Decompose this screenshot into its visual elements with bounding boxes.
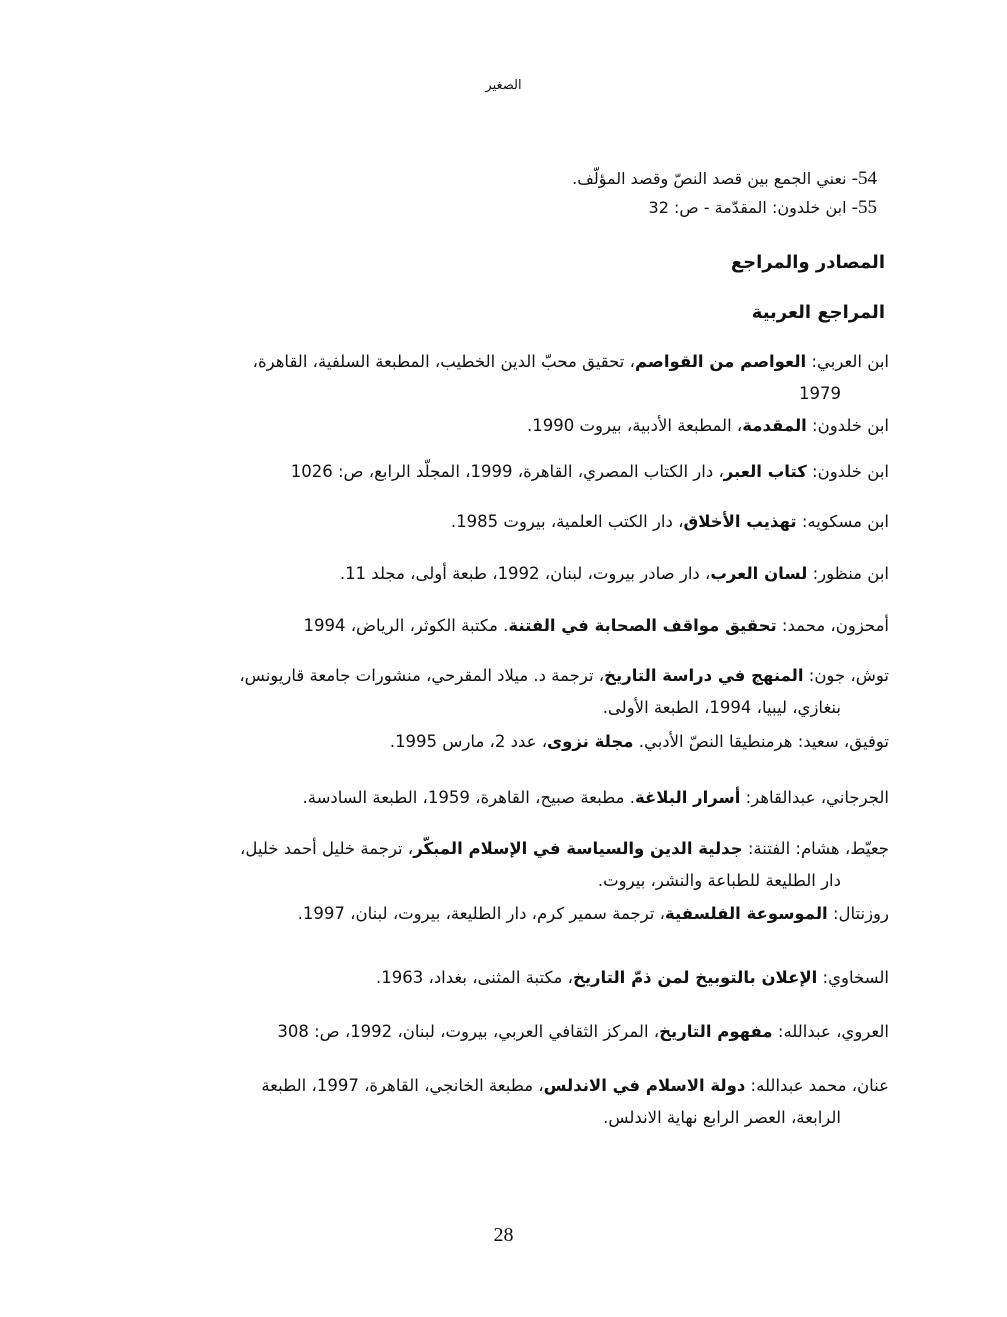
reference-entry <box>157 346 889 410</box>
reference-details: ، عدد 2، مارس 1995. <box>389 732 548 751</box>
reference-entry <box>157 660 889 724</box>
reference-author: ابن منظور: <box>807 564 889 583</box>
reference-title: المقدمة <box>742 416 807 435</box>
reference-title: مفهوم التاريخ <box>659 1022 773 1041</box>
reference-entry <box>157 610 889 642</box>
endnotes <box>257 164 877 222</box>
reference-entry <box>157 456 889 488</box>
reference-details: ، المطبعة الأدبية، بيروت 1990. <box>526 416 743 435</box>
reference-details: ، دار الكتاب المصري، القاهرة، 1999، المجلّد الرابع، ص: 1026 <box>290 462 724 481</box>
reference-author: العروي، عبدالله: <box>772 1022 889 1041</box>
reference-title: تهذيب الأخلاق <box>683 512 797 531</box>
reference-author: الجرجاني، عبدالقاهر: <box>740 788 889 807</box>
reference-continuation: دار الطليعة للطباعة والنشر، بيروت. <box>597 871 841 890</box>
reference-details: ، ترجمة خليل أحمد خليل، <box>240 839 414 858</box>
reference-author: جعيّط، هشام: الفتنة: <box>742 839 889 858</box>
reference-author: توش، جون: <box>803 666 889 685</box>
reference-details: . مكتبة الكوثر، الرياض، 1994 <box>303 616 509 635</box>
reference-entry <box>157 726 889 758</box>
reference-details: ، مكتبة المثنى، بغداد، 1963. <box>376 968 573 987</box>
sources-heading: المصادر والمراجع <box>730 252 885 273</box>
reference-entry <box>157 962 889 994</box>
reference-entry <box>157 410 889 442</box>
endnote-item: 54- نعني الجمع بين قصد النصّ وقصد المؤلّف. <box>572 168 877 189</box>
reference-title: دولة الاسلام في الاندلس <box>543 1076 746 1095</box>
running-header: الصغير <box>485 78 522 93</box>
reference-continuation: 1979 <box>799 384 841 403</box>
reference-title: تحقيق مواقف الصحابة في الفتنة <box>508 616 777 635</box>
reference-author: ابن خلدون: <box>806 462 889 481</box>
reference-entry <box>157 558 889 590</box>
reference-title: المنهج في دراسة التاريخ <box>604 666 804 685</box>
reference-title: جدلية الدين والسياسة في الإسلام المبكّر <box>413 839 743 858</box>
reference-author: توفيق، سعيد: هرمنطيقا النصّ الأدبي. <box>633 732 889 751</box>
endnote-item: 55- ابن خلدون: المقدّمة - ص: 32 <box>648 197 877 218</box>
reference-continuation: بنغازي، ليبيا، 1994، الطبعة الأولى. <box>602 698 841 717</box>
reference-author: ابن العربي: <box>806 352 889 371</box>
reference-title: الإعلان بالتوبيخ لمن ذمّ التاريخ <box>572 968 818 987</box>
reference-details: ، تحقيق محبّ الدين الخطيب، المطبعة السلفية، القاهرة، <box>252 352 635 371</box>
reference-author: عنان، محمد عبدالله: <box>745 1076 889 1095</box>
reference-continuation: الرابعة، العصر الرابع نهاية الاندلس. <box>603 1108 841 1127</box>
reference-entry <box>157 506 889 538</box>
reference-author: أمحزون، محمد: <box>776 616 889 635</box>
reference-title: لسان العرب <box>710 564 808 583</box>
reference-entry <box>157 1016 889 1048</box>
reference-entry <box>157 833 889 897</box>
reference-title: أسرار البلاغة <box>634 788 741 807</box>
page-number: 28 <box>493 1224 514 1246</box>
reference-details: ، دار صادر بيروت، لبنان، 1992، طبعة أولى، مجلد 11. <box>339 564 711 583</box>
reference-entry <box>157 782 889 814</box>
arabic-references-heading: المراجع العربية <box>751 302 885 323</box>
reference-author: ابن خلدون: <box>806 416 889 435</box>
reference-title: مجلة نزوى <box>547 732 634 751</box>
reference-details: . مطبعة صبيح، القاهرة، 1959، الطبعة السادسة. <box>302 788 635 807</box>
reference-title: العواصم من القواصم <box>634 352 807 371</box>
reference-author: ابن مسكويه: <box>796 512 889 531</box>
reference-entry <box>157 1070 889 1134</box>
reference-title: كتاب العبر <box>723 462 807 481</box>
reference-author: روزنتال: <box>827 904 889 923</box>
reference-title: الموسوعة الفلسفية <box>664 904 828 923</box>
reference-details: ، المركز الثقافي العربي، بيروت، لبنان، 1992، ص: 308 <box>277 1022 660 1041</box>
reference-details: ، ترجمة د. ميلاد المقرحي، منشورات جامعة قاريونس، <box>239 666 605 685</box>
reference-entry <box>157 898 889 930</box>
reference-details: ، ترجمة سمير كرم، دار الطليعة، بيروت، لبنان، 1997. <box>297 904 665 923</box>
reference-details: ، دار الكتب العلمية، بيروت 1985. <box>450 512 684 531</box>
reference-details: ، مطبعة الخانجي، القاهرة، 1997، الطبعة <box>261 1076 544 1095</box>
reference-author: السخاوي: <box>817 968 889 987</box>
